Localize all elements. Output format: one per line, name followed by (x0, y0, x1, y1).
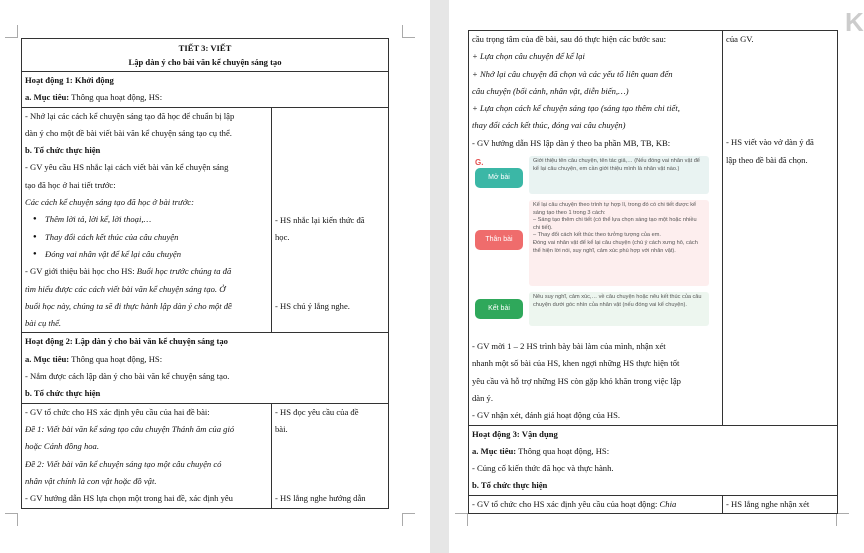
text-line: câu chuyện (bối cảnh, nhân vật, diễn biến,…) (472, 85, 629, 96)
text-line: dàn ý cho một đề bài viết bài văn kể chuyện sáng tạo cụ thể. (25, 127, 232, 138)
text-line: thay đổi cách kết thúc, đóng vai câu chuyện) (472, 120, 626, 131)
text-line: - GV hướng dẫn HS lập dàn ý theo ba phần MB, TB, KB: (472, 137, 671, 148)
activity-2-student-column (272, 403, 389, 508)
text-line: - Nắm được cách lập dàn ý cho bài văn kể chuyện sáng tạo. (25, 371, 230, 382)
crop-mark (402, 513, 415, 526)
text-line: - HS chú ý lắng nghe. (275, 301, 350, 312)
text-line: của GV. (726, 34, 754, 44)
outline-diagram (472, 154, 719, 330)
lesson-header (22, 39, 389, 72)
text-line: + Nhớ lại câu chuyện đã chọn và các yếu tố liên quan đến (472, 68, 673, 79)
text-line: - HS viết vào vở dàn ý đã (726, 137, 814, 148)
text-line: buổi học này, chúng ta sẽ đi thực hành lập dàn ý cho một đề (25, 300, 232, 311)
continued-teacher-column (469, 31, 723, 426)
than-bai-box (529, 200, 709, 286)
text-line: cầu trọng tâm của đề bài, sau đó thực hiện các bước sau: (472, 34, 667, 44)
activity-2-teacher-column (22, 403, 272, 508)
text-line: - HS lắng nghe nhận xét (726, 498, 810, 509)
activity-1-teacher-column (22, 107, 272, 333)
section-heading: b. Tổ chức thực hiện (472, 480, 548, 491)
text-line: - GV mời 1 – 2 HS trình bày bài làm của mình, nhận xét (472, 341, 666, 352)
text-line: - GV hướng dẫn HS lựa chọn một trong hai đề, xác định yêu (25, 493, 233, 504)
mo-bai-box: Giới thiệu tên câu chuyện, tên tác giả,… (Nếu đóng vai nhân vật để kể lại câu chuyện, em cần giới thiệu mình là nhân vật nào.) (529, 156, 709, 194)
lesson-table-page-2 (468, 30, 838, 514)
than-bai-label: Thân bài (475, 230, 523, 250)
lesson-title: TIẾT 3: VIẾT (178, 43, 232, 53)
text-line: + Lựa chọn câu chuyện để kể lại (472, 51, 585, 62)
bullet-item: ● Đóng vai nhân vật để kể lại câu chuyện (25, 246, 268, 263)
activity-2-goal: a. Mục tiêu: Thông qua hoạt động, HS: (25, 353, 163, 364)
page-gutter (430, 0, 449, 553)
than-bai-text: Kể lại câu chuyện theo trình tự hợp lí, trong đó có chi tiết được kể sáng tạo theo 1 trong 3 cách: (533, 202, 697, 216)
text-line: - GV giới thiệu bài học cho HS: Buổi học trước chúng ta đã (25, 266, 232, 277)
activity-2-title: Hoạt động 2: Lập dàn ý cho bài văn kể chuyện sáng tạo (25, 336, 228, 347)
bullet-item: ● Thêm lời tả, lời kể, lời thoại,… (25, 211, 268, 228)
text-line: - HS đọc yêu cầu của đề (275, 406, 359, 417)
activity-3-goal: a. Mục tiêu: Thông qua hoạt động, HS: (472, 445, 610, 456)
than-bai-text: – Sáng tạo thêm chi tiết (có thể lựa chọn sáng tạo một hoặc nhiều chi tiết). (533, 217, 697, 231)
watermark-logo: K (845, 7, 864, 37)
document-page-2 (449, 0, 864, 553)
activity-3-teacher-column (469, 495, 723, 513)
text-line: - HS lắng nghe hướng dẫn (275, 493, 366, 504)
ket-bai-label: Kết bài (475, 299, 523, 319)
text-line: Đề 1: Viết bài văn kể sáng tạo câu chuyện Thánh ăm của gió (25, 423, 235, 434)
text-line: - GV yêu cầu HS nhắc lại cách viết bài văn kể chuyện sáng (25, 162, 229, 173)
text-line: bài cụ thể. (25, 318, 62, 329)
text-line: tìm hiểu được các cách viết bài văn kể chuyện sáng tạo. Ở (25, 283, 226, 294)
text-line: Các cách kể chuyện sáng tạo đã học ở bài trước: (25, 197, 194, 208)
text-line: - Nhớ lại các cách kể chuyện sáng tạo đã học để chuẩn bị lập (25, 110, 235, 121)
mo-bai-label: Mở bài (475, 168, 523, 188)
activity-2-header (22, 333, 389, 403)
text-line: tạo đã học ở hai tiết trước: (25, 179, 116, 190)
text-line: lập theo đề bài đã chọn. (726, 154, 808, 165)
text-line: nhân vật chính là con vật hoặc đồ vật. (25, 475, 157, 486)
text-line: nhanh một số bài của HS, khen ngợi những HS thực hiện tốt (472, 358, 680, 369)
text-line: dàn ý. (472, 392, 494, 403)
text-line: yêu cầu và hỗ trợ những HS còn gặp khó khăn trong việc lập (472, 375, 681, 386)
continued-student-column (723, 31, 838, 426)
text-line: - Củng cố kiến thức đã học và thực hành. (472, 463, 614, 474)
publisher-logo: G. (475, 158, 484, 168)
text-line: - GV nhận xét, đánh giá hoạt động của HS. (472, 410, 621, 421)
than-bai-text: Đóng vai nhân vật để kể lại câu chuyện (chú ý cách xưng hô, cách thể hiện lời nói, suy nghĩ, cảm xúc phù hợp với nhân vật). (533, 240, 698, 254)
lesson-subtitle: Lập dàn ý cho bài văn kể chuyện sáng tạo (128, 57, 282, 67)
activity-3-title: Hoạt động 3: Vận dụng (472, 428, 558, 439)
ket-bai-box: Nêu suy nghĩ, cảm xúc,… về câu chuyện hoặc nêu kết thúc của câu chuyện dưới góc nhìn của nhân vật (nếu đóng vai kể chuyện). (529, 292, 709, 326)
activity-3-student-column (723, 495, 838, 513)
activity-1-goal: a. Mục tiêu: Thông qua hoạt động, HS: (25, 92, 163, 103)
text-line: học. (275, 231, 290, 242)
text-line: - GV tổ chức cho HS xác định yêu cầu của hai đề bài: (25, 406, 210, 417)
than-bai-text: – Thay đổi cách kết thúc theo tưởng tượng của em. (533, 232, 661, 239)
crop-mark (402, 25, 415, 38)
activity-3-header (469, 425, 838, 495)
section-heading: b. Tổ chức thực hiện (25, 145, 101, 156)
section-heading: b. Tổ chức thực hiện (25, 388, 101, 399)
activity-1-title: Hoạt động 1: Khởi động (25, 75, 114, 85)
text-line: bài. (275, 423, 288, 434)
crop-mark (455, 513, 468, 526)
text-line: - HS nhắc lại kiến thức đã (275, 214, 365, 225)
crop-mark (5, 25, 18, 38)
text-line: Đề 2: Viết bài văn kể chuyện sáng tạo một câu chuyện có (25, 458, 222, 469)
bullet-item: ● Thay đổi cách kết thúc của câu chuyện (25, 229, 268, 246)
crop-mark (5, 513, 18, 526)
text-line: - GV tổ chức cho HS xác định yêu cầu của hoạt động: Chia (472, 498, 677, 509)
activity-1-header (22, 72, 389, 108)
text-line: hoặc Cánh đồng hoa. (25, 441, 99, 452)
document-page-1 (0, 0, 430, 553)
crop-mark (836, 513, 849, 526)
text-line: + Lựa chọn cách kể chuyện sáng tạo (sáng tạo thêm chi tiết, (472, 103, 680, 114)
activity-1-student-column (272, 107, 389, 333)
lesson-table-page-1 (21, 38, 389, 509)
